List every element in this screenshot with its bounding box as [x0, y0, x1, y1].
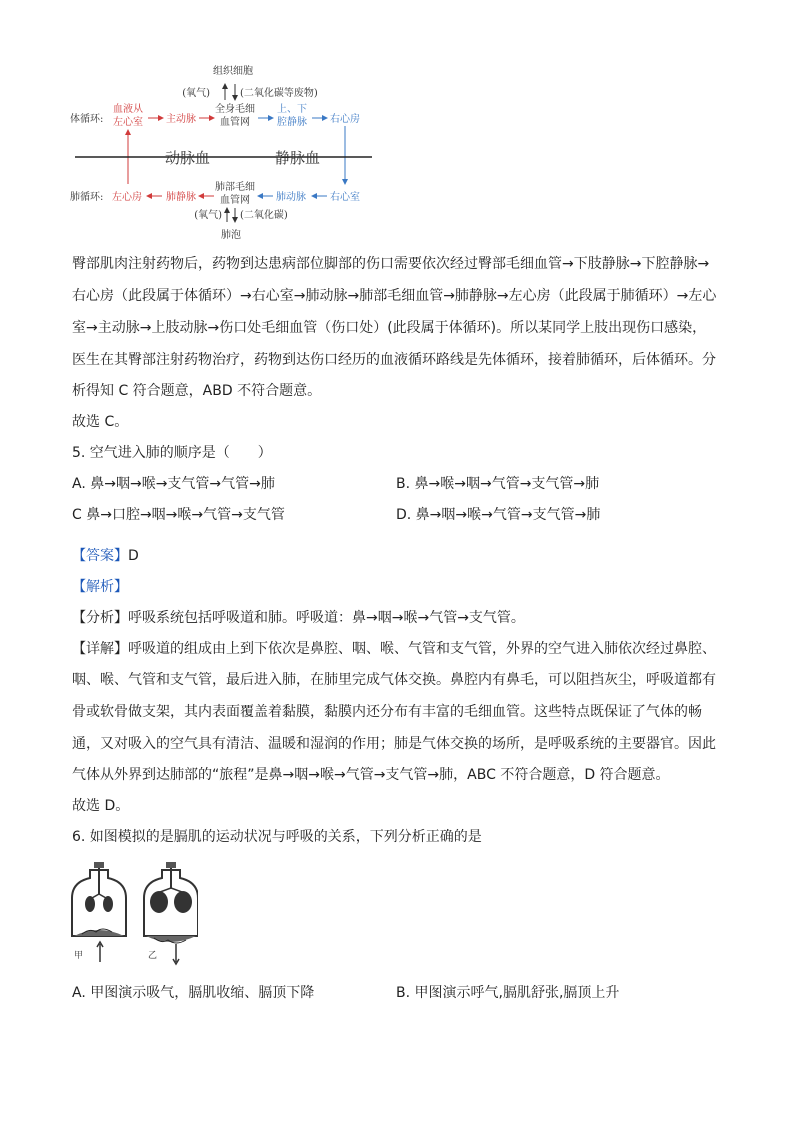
vena-cava-label-1: 上、下: [277, 104, 307, 115]
aorta-label: 主动脉: [166, 114, 196, 125]
alveoli-label: 肺泡: [221, 230, 241, 241]
body-capillary-label-2: 血管网: [220, 117, 250, 128]
oxygen-bottom-label: (氧气): [194, 210, 222, 221]
question-6-option-b[interactable]: B. 甲图演示呼气,膈肌舒张,膈顶上升: [396, 985, 620, 1001]
fenxi-tag: 【分析】: [72, 610, 128, 626]
pulmonary-vein-label: 肺静脉: [166, 192, 196, 203]
answer-tag: 【答案】: [72, 548, 128, 564]
vena-cava-label-2: 腔静脉: [277, 117, 307, 128]
pulmonary-artery-label: 肺动脉: [276, 192, 306, 203]
question-6-option-a[interactable]: A. 甲图演示吸气，膈肌收缩、膈顶下降: [72, 985, 315, 1001]
question-6-stem: 6. 如图模拟的是膈肌的运动状况与呼吸的关系，下列分析正确的是: [72, 829, 482, 845]
fenxi-text: 呼吸系统包括呼吸道和肺。呼吸道：鼻→咽→喉→气管→支气管。: [128, 610, 525, 626]
bell-jar-yi: [144, 862, 198, 964]
diaphragm-model-figure: [68, 858, 198, 968]
xiangjie-line-5: 气体从外界到达肺部的“旅程”是鼻→咽→喉→气管→支气管→肺，ABC 不符合题意，D 符合题意。: [72, 767, 670, 783]
answer-c-line: 故选 C。: [72, 414, 129, 430]
lung-capillary-label-2: 血管网: [220, 195, 250, 206]
question-5-option-c[interactable]: C 鼻→口腔→咽→喉→气管→支气管: [72, 507, 285, 523]
explanation-line-4: 医生在其臀部注射药物治疗，药物到达伤口经历的血液循环路线是先体循环，接着肺循环，后体循环。分: [72, 352, 716, 368]
figure-label-yi: 乙: [148, 951, 158, 961]
body-capillary-label-1: 全身毛细: [215, 104, 255, 115]
blood-from-label: 血液从: [113, 104, 143, 115]
xiangjie-line-3: 骨或软骨做支架，其内表面覆盖着黏膜，黏膜内还分布有丰富的毛细血管。这些特点既保证了气体的畅: [72, 704, 702, 720]
tissue-cell-label: 组织细胞: [213, 66, 253, 77]
xiangjie-line-4: 通，又对吸入的空气具有清洁、温暖和湿润的作用；肺是气体交换的场所，是呼吸系统的主要器官。因此: [72, 736, 716, 752]
answer-value: D: [128, 548, 139, 564]
lung-balloon-right-jia: [103, 896, 113, 912]
systemic-circulation-label: 体循环:: [70, 114, 104, 125]
xiangjie-line-1: [72, 640, 716, 658]
fenxi-line: [72, 609, 525, 627]
left-atrium-label: 左心房: [112, 192, 142, 203]
question-5-option-d[interactable]: D. 鼻→咽→喉→气管→支气管→肺: [396, 507, 601, 523]
answer-line: [72, 547, 139, 565]
left-ventricle-label: 左心室: [113, 117, 143, 128]
question-5-option-b[interactable]: B. 鼻→喉→咽→气管→支气管→肺: [396, 476, 600, 492]
figure-label-jia: 甲: [74, 951, 84, 961]
lung-balloon-right-yi: [174, 891, 192, 913]
analysis-heading: [72, 578, 128, 596]
question-5-stem: 5. 空气进入肺的顺序是（ ）: [72, 445, 272, 461]
explanation-line-5: 析得知 C 符合题意，ABD 不符合题意。: [72, 383, 322, 399]
arterial-blood-label: 动脉血: [165, 149, 211, 167]
xiangjie-text-1: 呼吸道的组成由上到下依次是鼻腔、咽、喉、气管和支气管，外界的空气进入肺依次经过鼻腔、: [128, 641, 716, 657]
oxygen-top-label: (氧气): [182, 88, 210, 99]
lung-balloon-left-jia: [85, 896, 95, 912]
lung-balloon-left-yi: [150, 891, 168, 913]
co2-top-label: (二氧化碳等废物): [240, 88, 318, 99]
right-ventricle-label: 右心室: [330, 192, 360, 203]
analysis-tag: 【解析】: [72, 579, 128, 595]
co2-bottom-label: (二氧化碳): [240, 210, 288, 221]
explanation-line-1: 臀部肌肉注射药物后，药物到达患病部位脚部的伤口需要依次经过臀部毛细血管→下肢静脉→下腔静脉→: [72, 256, 710, 272]
pulmonary-circulation-label: 肺循环:: [70, 192, 104, 203]
xiangjie-line-2: 咽、喉、气管和支气管，最后进入肺，在肺里完成气体交换。鼻腔内有鼻毛，可以阻挡灰尘，呼吸道都有: [72, 672, 716, 688]
venous-blood-label: 静脉血: [275, 149, 321, 167]
lung-capillary-label-1: 肺部毛细: [215, 182, 255, 193]
answer-d-line: 故选 D。: [72, 798, 130, 814]
bell-jar-jia: [72, 862, 126, 962]
xiangjie-tag: 【详解】: [72, 641, 128, 657]
question-5-option-a[interactable]: A. 鼻→咽→喉→支气管→气管→肺: [72, 476, 275, 492]
explanation-line-3: 室→主动脉→上肢动脉→伤口处毛细血管（伤口处）(此段属于体循环)。所以某同学上肢出现伤口感染，: [72, 320, 707, 336]
blood-circulation-diagram: [70, 60, 390, 245]
right-atrium-label: 右心房: [330, 114, 360, 125]
explanation-line-2: 右心房（此段属于体循环）→右心室→肺动脉→肺部毛细血管→肺静脉→左心房（此段属于肺循环）→左心: [72, 288, 717, 304]
